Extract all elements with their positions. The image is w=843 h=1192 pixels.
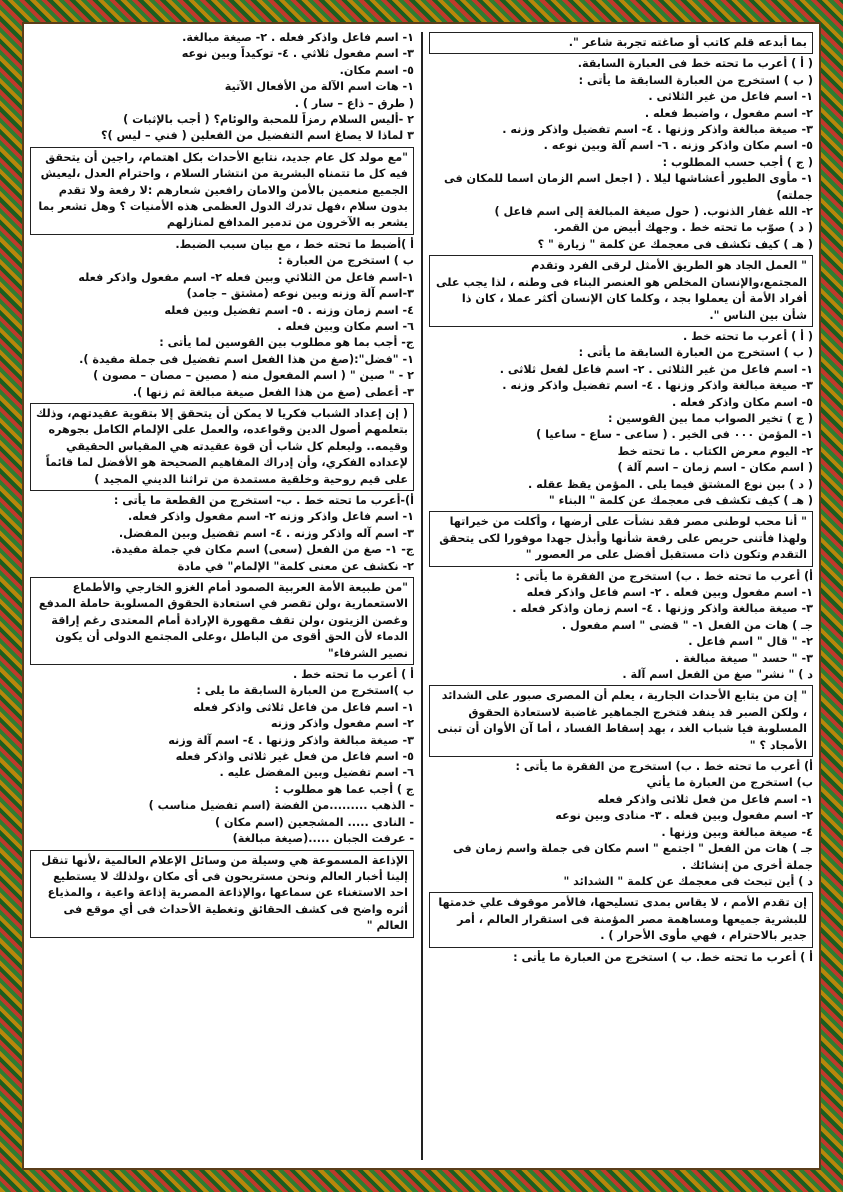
question-line: ٢ - " صين " ( اسم المفعول منه ( مصين – مصان – مصون ): [93, 369, 414, 383]
question-line: ١- المؤمن ٠٠٠ فى الخير . ( ساعى - ساع - ساعيا ): [536, 428, 813, 442]
question-line: ١- اسم مفعول وبين فعله . ٢- اسم فاعل واذكر فعله: [526, 586, 813, 599]
question-line: ٢- نكشف عن معنى كلمة" الإلمام" في مادة: [177, 559, 414, 573]
question-line: ب ) استخرج من العبارة :: [278, 254, 414, 268]
question-line: ( د ) بين نوع المشتق فيما يلى . المؤمن يقظ عقله .: [528, 477, 813, 491]
question-line: أ) أعرب ما تحته خط . ب) استخرج من الفقرة ما يأتى :: [515, 760, 813, 774]
question-line: ج- أجب بما هو مطلوب بين القوسين لما يأتى :: [159, 336, 414, 350]
question-line: ١- اسم فاعل من غير الثلاثى .: [648, 90, 813, 104]
question-line: د ) أين تبحث فى معجمك عن كلمة " الشدائد ": [563, 874, 813, 888]
question-line: ٢ -أليس السلام رمزاً للمحبة والوئام؟ ( أجب بالإثبات ): [123, 113, 414, 127]
question-line: ٢- " قال " اسم فاعل .: [688, 635, 813, 649]
passage-box: بما أبدعه قلم كاتب أو صاغته تجربة شاعر ".: [429, 32, 813, 54]
question-line: ٤- صيغة مبالغة وبين وزنها .: [661, 825, 813, 839]
question-line: د ) " نشر" صغ من الفعل اسم آلة .: [622, 668, 813, 682]
question-line: ٣-اسم آلة وزنه وبين نوعه (مشتق – جامد): [186, 287, 414, 301]
question-line: ٣ لماذا لا يصاغ اسم التفضيل من الفعلين ( فني – ليس )؟: [101, 129, 414, 143]
question-line: ٢- اسم مفعول واذكر وزنه: [270, 717, 414, 731]
question-line: ٥- اسم فاعل من فعل غير ثلاثى واذكر فعله: [175, 750, 414, 764]
column-divider: [421, 32, 423, 1160]
left-column: [30, 30, 414, 1162]
question-line: ٦- اسم تفضيل وبين المفضل عليه .: [219, 766, 414, 780]
question-line: ٤- اسم زمان وزنه . ٥- اسم تفضيل وبين فعله: [164, 303, 414, 317]
question-line: ٣- اسم آله واذكر وزنه . ٤- اسم تفضيل وبين المفضل.: [118, 526, 414, 540]
question-line: أ ) أعرب ما تحته خط .: [292, 668, 414, 682]
passage-box: الإذاعة المسموعة هي وسيلة من وسائل الإعلام العالمية ،لأنها تنقل إلينا أخبار العالم ونحن مستريحون فى أى مكان ،ولذلك لا يستطيع احد الاستغناء عن سماعها ،والإذاعة المصرية إذاعة واعية ، والمذياع أثره واضح فى كشف الحقائق وتغطية الأحداث فى أي موقع فى العالم ": [30, 850, 414, 938]
question-line: أ ) أعرب ما تحته خط. ب ) استخرج من العبارة ما يأتى :: [513, 950, 813, 964]
question-line: ٦- اسم مكان وبين فعله .: [277, 319, 414, 333]
question-line: ب )استخرج من العبارة السابقة ما يلى :: [196, 684, 414, 698]
passage-box: إن تقدم الأمم ، لا يقاس بمدى تسليحها، فالأمر موقوف علي خدمتها للبشرية جميعها ومساهمة مصر المؤمنة فى استقرار العالم ، أمر جدير بالاحترام ، فهي مأوى الأحرار ) .: [429, 892, 813, 947]
question-line: ( ب ) استخرج من العبارة السابقة ما يأتى :: [578, 346, 813, 360]
passage-box: " أنا محب لوطنى مصر فقد نشأت على أرضها ، وأكلت من خيراتها ولهذا فأتنى حريص على رفعة شأنها وأبذل جهدا موفورا لكى يتحقق التقدم وتكون ذات مستقبل أفضل على مر العصور ": [429, 511, 813, 566]
question-line: ٣- صيغة مبالغة واذكر وزنها . ٤- اسم زمان واذكر فعله .: [512, 602, 813, 616]
question-line: جـ ) هات من الفعل ١- " قضى " اسم مفعول .: [561, 618, 813, 632]
question-line: - عرفت الجبان .....(صيغة مبالغة): [232, 832, 414, 846]
question-line: ٣- صيغة مبالغة واذكر وزنها . ٤- اسم تفضيل واذكر وزنه .: [502, 379, 813, 393]
question-line: ٣- اسم مفعول ثلاثي . ٤- توكيداً وبين نوعه: [181, 47, 414, 61]
question-line: - الذهب .........من الفضة (اسم تفضيل مناسب ): [148, 799, 414, 813]
question-line: ٥- اسم مكان واذكر وزنه . ٦- اسم آلة وبين نوعه .: [543, 139, 813, 153]
question-line: ( د ) صوّب ما تحته خط . وجهك أبيض من القمر.: [553, 221, 813, 235]
question-line: ٣- أعطى (صغ من هذا الفعل صيغة مبالغة ثم زنها ).: [132, 385, 414, 399]
question-line: ٢- اليوم معرض الكتاب . ما تحته خط: [617, 444, 813, 458]
passage-box: ( إن إعداد الشباب فكريا لا يمكن أن يتحقق إلا بتقوية عقيدتهم، وذلك بتعلمهم أصول الدين وقواعده، والعمل على الإلمام الكامل بجوهره وقيمه.. وليعلم كل شاب أن قوة عقيدته هي المقياس الحقيقي لإعداده الفكري، وأن إدراك المفاهيم الصحيحة هو الأفضل لما قائماً على قيم روحية وخلقية مستمدة من تراثنا الديني المجيد ): [30, 403, 414, 491]
question-line: ٢- اسم مفعول وبين فعله . ٣- منادى وبين نوعه: [555, 809, 813, 823]
question-line: ١- هات اسم الآلة من الأفعال الآتية: [224, 80, 414, 94]
question-line: ( اسم مكان - اسم زمان – اسم آلة ): [617, 461, 813, 475]
question-line: ج ) أجب عما هو مطلوب :: [274, 782, 414, 796]
question-line: ( هـ ) كيف تكشف فى معجمك عن كلمة " زيارة " ؟: [537, 237, 813, 251]
question-line: ١- مأوى الطيور أعشاشها ليلا . ( اجعل اسم الزمان اسما للمكان فى جملته): [444, 172, 813, 202]
question-line: ١- "فضل":(صغ من هذا الفعل اسم تفضيل فى جملة مفيدة ).: [79, 352, 414, 366]
question-line: ( أ ) أعرب ما تحته خط فى العبارة السابقة.: [577, 57, 813, 71]
question-line: ٥- اسم مكان واذكر فعله .: [672, 395, 813, 409]
question-line: ( ب ) استخرج من العبارة السابقة ما يأتى :: [578, 73, 813, 87]
question-line: ١- اسم فاعل واذكر وزنه ٢- اسم مفعول واذكر فعله.: [127, 510, 414, 524]
question-line: أ)-أعرب ما تحته خط . ب- استخرج من القطعة ما يأتى :: [113, 493, 414, 507]
question-line: ٥- اسم مكان.: [339, 63, 414, 77]
question-line: ٣- " حسد " صيغة مبالغة .: [674, 651, 813, 665]
question-line: ( طرق – ذاع – سار ) .: [294, 96, 414, 110]
question-line: ١- اسم فاعل واذكر فعله . ٢- صيغة مبالغة.: [182, 31, 414, 44]
passage-box: " إن من يتابع الأحداث الجارية ، يعلم أن المصرى صبور على الشدائد ، ولكن الصبر قد ينفد فتخرج الجماهير غاضبة لاستعادة الحقوق المسلوبة فيا شباب الغد ، بهد إسقاط الفساد ، أما آن الأوان أن تبنى الأمجاد ؟ ": [429, 685, 813, 757]
question-line: - النادى ..... المشجعين (اسم مكان ): [214, 815, 414, 829]
question-line: ( أ ) أعرب ما تحته خط .: [682, 329, 813, 343]
passage-box: "مع مولد كل عام جديد، نتابع الأحداث بكل اهتمام، راجين أن يتحقق فيه كل ما تتمناه البشرية من انتشار السلام ، واحترام العدل ،ليعيش الجميع منعمين بالأمن والامان رافعين شعارهم :لا رفعة ولا تقدم بدون سلام ،فهل تدرك الدول العظمى هذه الأمنيات ؟ وهل تشعر بما يشعر به الآخرون من تدمير المدافع لمنازلهم: [30, 147, 414, 235]
question-line: ١-اسم فاعل من الثلاثي وبين فعله ٢- اسم مفعول واذكر فعله: [78, 270, 414, 284]
question-line: ١- اسم فاعل من فاعل ثلاثى واذكر فعله: [193, 700, 414, 714]
passage-box: " العمل الجاد هو الطريق الأمثل لرقى الفرد وتقدم المجتمع،والإنسان المخلص هو العنصر البناء فى وطنه ، لذا يجب على أفراد الأمة أن يعملوا بجد ، وكلما كان الإنسان أكثر عملا ، كان ذا شأن بين الناس ".: [429, 255, 813, 327]
question-line: ( ج ) تخير الصواب مما بين القوسين :: [607, 411, 813, 425]
question-line: أ )أضبط ما تحته خط ، مع بيان سبب الضبط.: [175, 237, 414, 251]
question-line: ١- اسم فاعل من غير الثلاثى . ٢- اسم فاعل لفعل ثلاثى .: [499, 362, 813, 376]
question-line: أ) أعرب ما تحته خط . ب) استخرج من الفقرة ما يأتى :: [515, 569, 813, 583]
question-line: ٢- الله غفار الذنوب. ( حول صيغة المبالغة إلى اسم فاعل ): [494, 205, 813, 219]
question-line: ١- اسم فاعل من فعل ثلاثى واذكر فعله: [597, 792, 813, 806]
question-line: ب) استخرج من العبارة ما يأتي: [646, 776, 813, 790]
question-line: ٣- صيغة مبالغة واذكر وزنها . ٤- اسم آلة وزنه: [168, 733, 414, 747]
question-line: ( ج ) أجب حسب المطلوب :: [662, 155, 813, 169]
question-line: ( هـ ) كيف تكشف فى معجمك عن كلمة " البناء ": [548, 493, 813, 507]
right-column: [429, 30, 813, 1162]
page-content: [22, 22, 821, 1170]
question-line: ٢- اسم مفعول ، واضبط فعله .: [644, 106, 813, 120]
question-line: ج- ١- صغ من الفعل (سعى) اسم مكان في جملة مفيدة.: [110, 543, 414, 557]
question-line: جـ ) هات من الفعل " اجتمع " اسم مكان فى جملة واسم زمان فى جملة أخرى من إنشائك .: [452, 842, 813, 872]
question-line: ٣- صيغة مبالغة واذكر وزنها . ٤- اسم تفضيل واذكر وزنه .: [502, 123, 813, 137]
passage-box: "من طبيعة الأمة العربية الصمود أمام الغزو الخارجي والأطماع الاستعمارية ،ولن تقصر في استعادة الحقوق المسلوبة حاملة المدفع وغصن الزيتون ،ولن تقف مقهورة الإرادة أمام المعتدى رغم إراقة الدماء لأن الحق أقوى من الباطل ،وعلى المجتمع الدولى أن يكون نصير الشرفاء": [30, 577, 414, 665]
